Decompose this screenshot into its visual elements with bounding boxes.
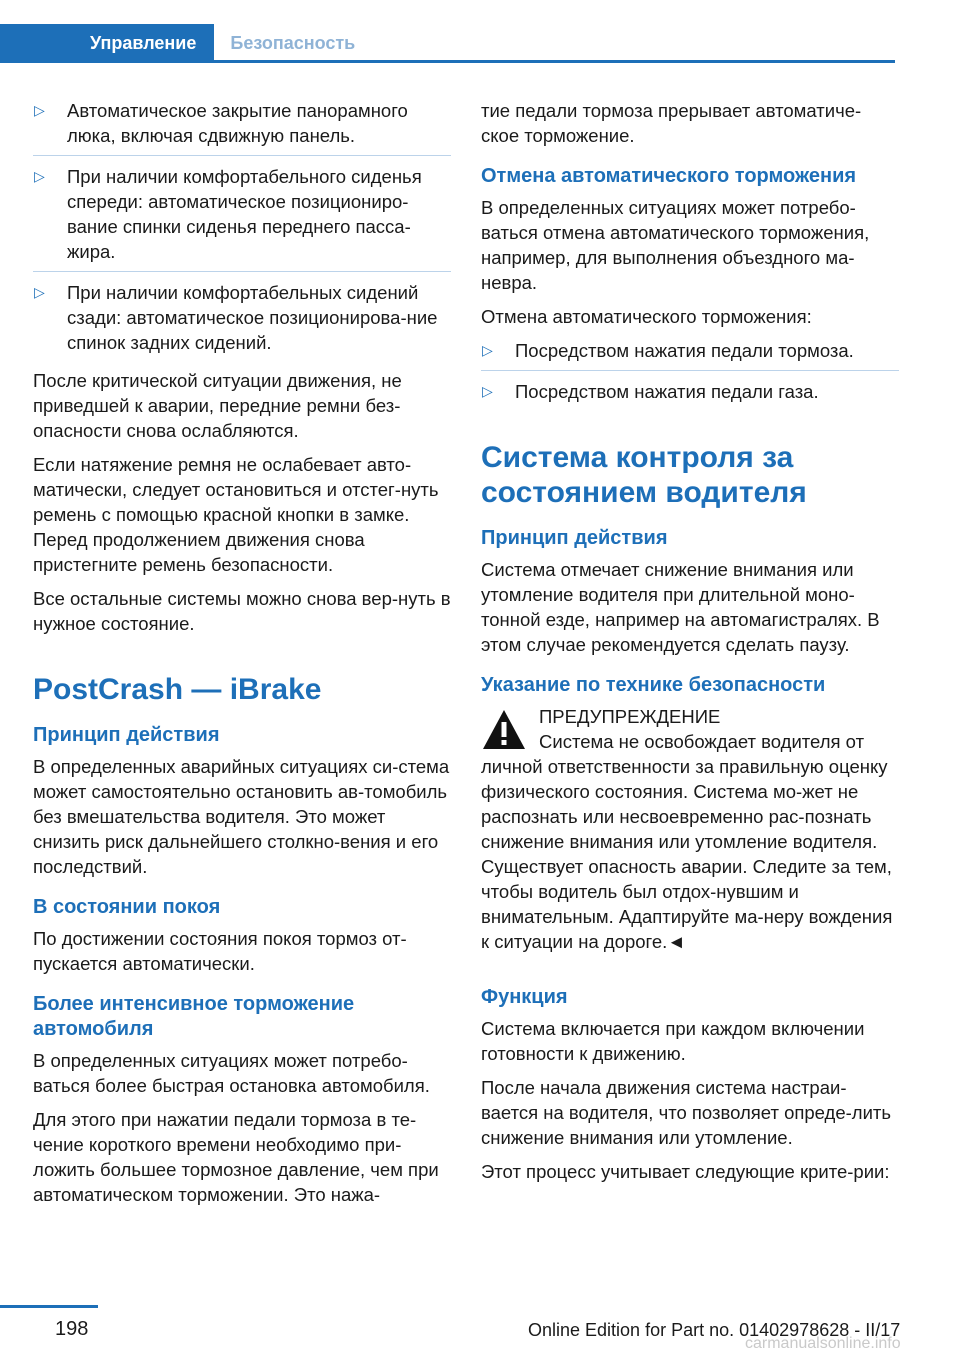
paragraph: Этот процесс учитывает следующие крите-рии:: [481, 1161, 890, 1182]
list-item: [481, 379, 899, 404]
list-item-text: Посредством нажатия педали газа.: [515, 381, 819, 402]
paragraph: Если натяжение ремня не ослабевает авто-матически, следует остановиться и отстег-нуть ремень с помощью красной кнопки в замке. Перед продолжением движения снова пристегните ремень безопасности.: [33, 454, 439, 575]
paragraph: Для этого при нажатии педали тормоза в те-чение короткого времени необходимо при-ложить большее тормозное давление, чем при автоматическом торможении. Это нажа-: [33, 1109, 439, 1205]
paragraph: В определенных ситуациях может потребо-ваться более быстрая остановка автомобиля.: [33, 1050, 430, 1096]
paragraph: Система отмечает снижение внимания или утомление водителя при длительной моно-тонной езде, например на автомагистралях. В этом случае рекомендуется сделать паузу.: [481, 559, 880, 655]
triangle-bullet-icon: ▷: [34, 284, 45, 300]
subsection-heading: В состоянии покоя: [33, 896, 221, 918]
subsection-heading: Принцип действия: [33, 724, 220, 746]
divider: [481, 370, 899, 371]
paragraph: После критической ситуации движения, не приведшей к аварии, передние ремни без-опасности снова ослабляются.: [33, 370, 402, 441]
paragraph: В определенных ситуациях может потребо-ваться отмена автоматического торможения, например, для выполнения объездного ма-невра.: [481, 197, 870, 293]
paragraph: тие педали тормоза прерывает автоматиче-ское торможение.: [481, 100, 862, 146]
tab-controls[interactable]: Управление: [0, 24, 214, 62]
list-item-text: При наличии комфортабельных сидений сзади: автоматическое позиционирова-ние спинок задних сидений.: [67, 282, 438, 353]
header-rule: [0, 60, 895, 63]
triangle-bullet-icon: ▷: [34, 102, 45, 118]
subsection-heading: Более интенсивное торможение автомобиля: [33, 993, 355, 1040]
list-item: [33, 280, 451, 355]
subsection-heading: Указание по технике безопасности: [481, 674, 826, 696]
subsection-heading: Принцип действия: [481, 527, 668, 549]
paragraph: Все остальные системы можно снова вер-нуть в нужное состояние.: [33, 588, 451, 634]
triangle-bullet-icon: ▷: [482, 383, 493, 399]
paragraph: По достижении состояния покоя тормоз от-пускается автоматически.: [33, 928, 407, 974]
left-column: [33, 98, 451, 1216]
warning-title: ПРЕДУПРЕЖДЕНИЕ: [539, 706, 721, 727]
tab-safety[interactable]: Безопасность: [230, 32, 356, 53]
warning-text: Система не освобождает водителя от: [539, 731, 865, 752]
right-column: [481, 98, 899, 1193]
list-item-text: Посредством нажатия педали тормоза.: [515, 340, 854, 361]
list-item-text: Автоматическое закрытие панорамного люка, включая сдвижную панель.: [67, 100, 408, 146]
warning-triangle-icon: [481, 708, 527, 752]
paragraph: В определенных аварийных ситуациях си-стема может самостоятельно остановить ав-томобиль без вмешательства водителя. Это может снизить риск дальнейшего столкно-вения и его последствий.: [33, 756, 450, 877]
list-item: [33, 164, 451, 264]
paragraph: Отмена автоматического торможения:: [481, 306, 812, 327]
edition-note: Online Edition for Part no. 01402978628 - II/17: [528, 1320, 901, 1340]
section-heading: Система контроля за состоянием водителя: [481, 441, 807, 509]
list-item: [481, 338, 899, 363]
triangle-bullet-icon: ▷: [34, 168, 45, 184]
header-tabs: [0, 24, 371, 62]
section-heading: PostCrash — iBrake: [33, 673, 322, 706]
list-item-text: При наличии комфортабельного сиденья спереди: автоматическое позициониро-вание спинки сиденья переднего пасса-жира.: [67, 166, 422, 262]
paragraph: Система включается при каждом включении готовности к движению.: [481, 1018, 865, 1064]
triangle-bullet-icon: ▷: [482, 342, 493, 358]
subsection-heading: Отмена автоматического торможения: [481, 165, 857, 187]
divider: [33, 155, 451, 156]
page-number: 198: [55, 1318, 89, 1340]
warning-box: [481, 704, 899, 963]
warning-text: личной ответственности за правильную оценку физического состояния. Система мо-жет не распознать или несвоевременно рас-познать снижение внимания или утомление водителя. Существует опасность аварии. Следите за тем, чтобы водитель был отдох-нувшим и внимательным. Адаптируйте ма-неру вождения к ситуации на дороге.◄: [481, 756, 893, 952]
list-item: [33, 98, 451, 148]
divider: [33, 271, 451, 272]
warning-header: [539, 704, 899, 754]
footer-rule: [0, 1305, 98, 1308]
paragraph: После начала движения система настраи-вается на водителя, что позволяет опреде-лить снижение внимания или утомление.: [481, 1077, 892, 1148]
watermark: carmanualsonline.info: [745, 1335, 901, 1352]
subsection-heading: Функция: [481, 986, 568, 1008]
